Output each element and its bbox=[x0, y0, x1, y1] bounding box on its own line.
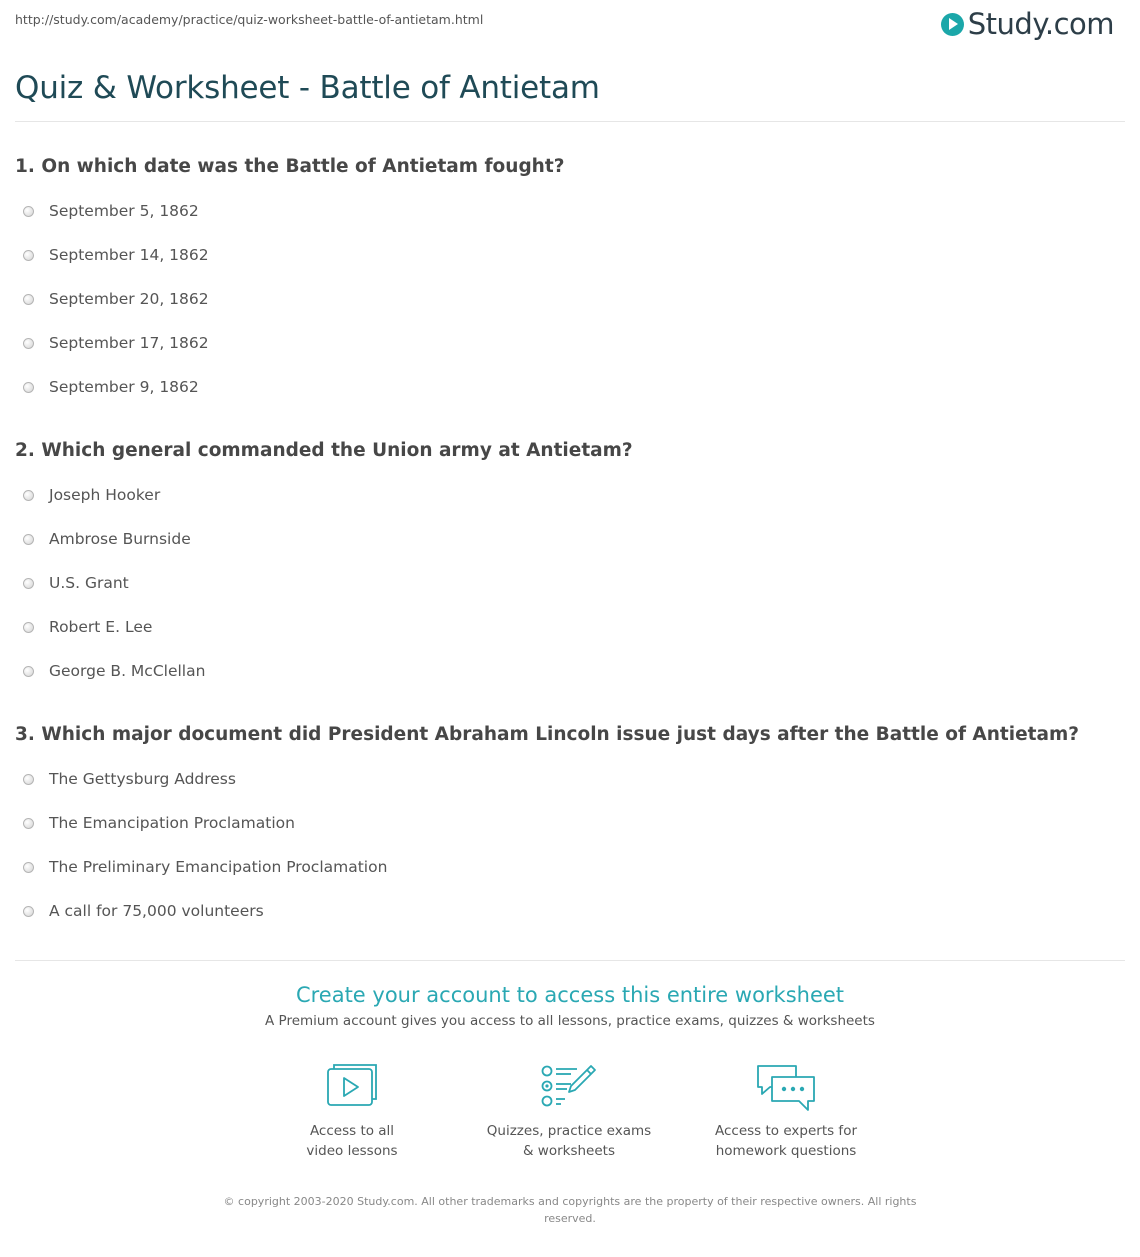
option-label: September 5, 1862 bbox=[49, 202, 199, 220]
radio-button-icon[interactable] bbox=[23, 534, 34, 545]
option[interactable] bbox=[15, 845, 1125, 889]
question-text: 2. Which general commanded the Union army at Antietam? bbox=[15, 440, 633, 461]
option-label: The Emancipation Proclamation bbox=[49, 814, 295, 832]
radio-button-icon[interactable] bbox=[23, 382, 34, 393]
cta-subtitle: A Premium account gives you access to all lessons, practice exams, quizzes & worksheets bbox=[265, 1013, 875, 1029]
options-list bbox=[15, 473, 1125, 693]
feature-line-1: Access to experts for bbox=[714, 1123, 857, 1139]
feature-experts bbox=[686, 1063, 886, 1161]
chat-bubbles-icon bbox=[754, 1063, 818, 1113]
copyright-notice: © copyright 2003-2020 Study.com. All other trademarks and copyrights are the property of their respective owners. All rights reserved. bbox=[223, 1195, 917, 1225]
option[interactable] bbox=[15, 233, 1125, 277]
feature-line-1: Access to all bbox=[309, 1123, 395, 1139]
option-label: The Preliminary Emancipation Proclamation bbox=[49, 858, 388, 876]
feature-line-2: & worksheets bbox=[522, 1143, 615, 1159]
option-label: U.S. Grant bbox=[49, 574, 129, 592]
option-label: A call for 75,000 volunteers bbox=[49, 902, 264, 920]
play-circle-icon bbox=[941, 13, 964, 36]
question-text: 3. Which major document did President Abraham Lincoln issue just days after the Battle of Antietam? bbox=[15, 724, 1079, 745]
page-title: Quiz & Worksheet - Battle of Antietam bbox=[15, 70, 600, 106]
option-label: September 14, 1862 bbox=[49, 246, 209, 264]
study-logo[interactable] bbox=[941, 6, 1114, 42]
title-divider bbox=[15, 121, 1125, 122]
quiz-checklist-icon bbox=[541, 1063, 597, 1109]
option-label: Ambrose Burnside bbox=[49, 530, 191, 548]
logo-text: Study.com bbox=[967, 7, 1114, 41]
question-text: 1. On which date was the Battle of Antietam fought? bbox=[15, 156, 565, 177]
radio-button-icon[interactable] bbox=[23, 666, 34, 677]
feature-line-2: homework questions bbox=[715, 1143, 857, 1159]
option[interactable] bbox=[15, 517, 1125, 561]
options-list bbox=[15, 189, 1125, 409]
option[interactable] bbox=[15, 561, 1125, 605]
option-label: Robert E. Lee bbox=[49, 618, 153, 636]
page-url: http://study.com/academy/practice/quiz-worksheet-battle-of-antietam.html bbox=[15, 12, 484, 27]
cta-divider bbox=[15, 960, 1125, 961]
option[interactable] bbox=[15, 757, 1125, 801]
radio-button-icon[interactable] bbox=[23, 906, 34, 917]
question-2 bbox=[15, 439, 1125, 693]
option[interactable] bbox=[15, 277, 1125, 321]
radio-button-icon[interactable] bbox=[23, 774, 34, 785]
option[interactable] bbox=[15, 889, 1125, 933]
options-list bbox=[15, 757, 1125, 933]
feature-quizzes bbox=[469, 1063, 669, 1161]
radio-button-icon[interactable] bbox=[23, 578, 34, 589]
option-label: Joseph Hooker bbox=[49, 486, 161, 504]
option[interactable] bbox=[15, 801, 1125, 845]
radio-button-icon[interactable] bbox=[23, 294, 34, 305]
option[interactable] bbox=[15, 649, 1125, 693]
radio-button-icon[interactable] bbox=[23, 622, 34, 633]
radio-button-icon[interactable] bbox=[23, 818, 34, 829]
option[interactable] bbox=[15, 473, 1125, 517]
cta-title-link[interactable]: Create your account to access this entire worksheet bbox=[295, 983, 845, 1007]
radio-button-icon[interactable] bbox=[23, 338, 34, 349]
question-3 bbox=[15, 723, 1125, 933]
option[interactable] bbox=[15, 189, 1125, 233]
feature-line-1: Quizzes, practice exams bbox=[486, 1123, 652, 1139]
option-label: George B. McClellan bbox=[49, 662, 206, 680]
radio-button-icon[interactable] bbox=[23, 490, 34, 501]
option-label: September 9, 1862 bbox=[49, 378, 199, 396]
option[interactable] bbox=[15, 365, 1125, 409]
radio-button-icon[interactable] bbox=[23, 206, 34, 217]
radio-button-icon[interactable] bbox=[23, 250, 34, 261]
option-label: The Gettysburg Address bbox=[49, 770, 236, 788]
option[interactable] bbox=[15, 321, 1125, 365]
radio-button-icon[interactable] bbox=[23, 862, 34, 873]
question-1 bbox=[15, 155, 1125, 409]
option-label: September 20, 1862 bbox=[49, 290, 209, 308]
video-lesson-icon bbox=[326, 1063, 378, 1109]
option[interactable] bbox=[15, 605, 1125, 649]
feature-line-2: video lessons bbox=[306, 1143, 398, 1159]
option-label: September 17, 1862 bbox=[49, 334, 209, 352]
feature-video-lessons bbox=[252, 1063, 452, 1161]
